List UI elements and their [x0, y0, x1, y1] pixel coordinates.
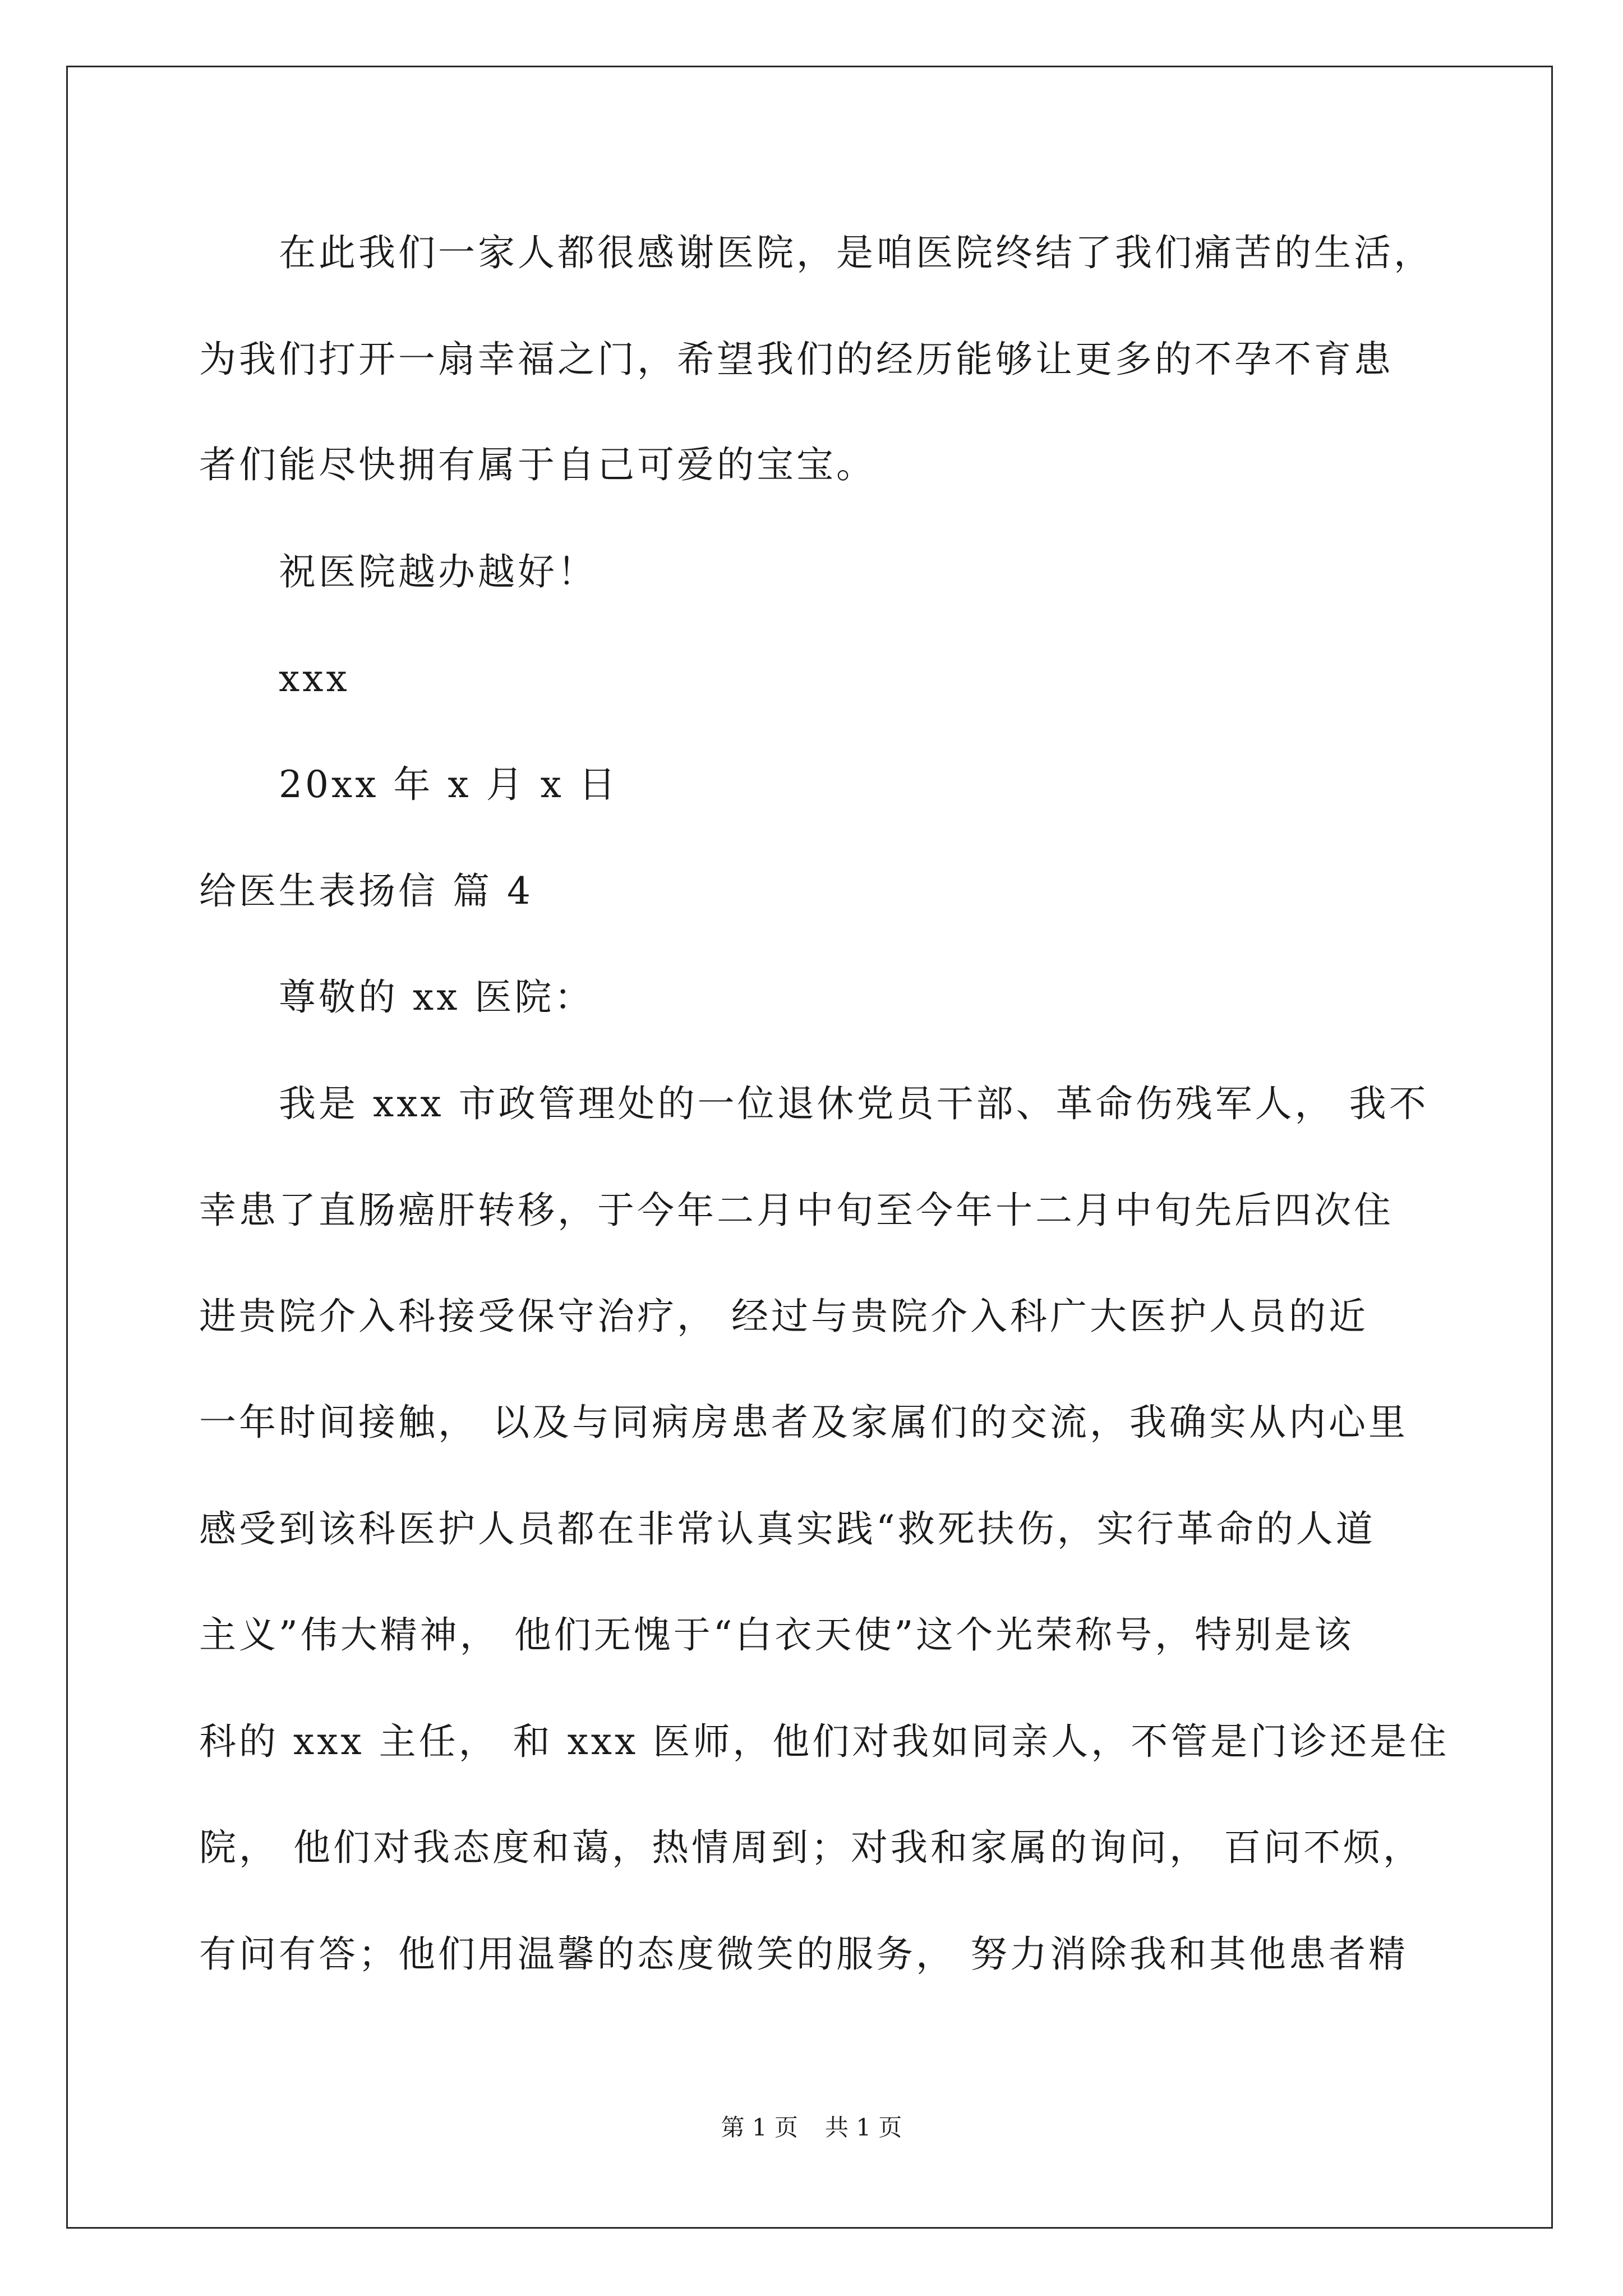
letter-line: 我是 xxx 市政管理处的一位退休党员干部、革命伤残军人， 我不	[279, 1082, 1429, 1125]
letter-line: 一年时间接触， 以及与同病房患者及家属们的交流，我确实从内心里	[199, 1401, 1408, 1444]
letter-line: 进贵院介入科接受保守治疗， 经过与贵院介入科广大医护人员的近	[199, 1295, 1368, 1338]
body-line: 在此我们一家人都很感谢医院，是咱医院终结了我们痛苦的生活，	[279, 231, 1433, 274]
salutation: 尊敬的 xx 医院：	[279, 976, 594, 1019]
letter-line: 感受到该科医护人员都在非常认真实践“救死扶伤，实行革命的人道	[199, 1507, 1376, 1550]
signature-name: xxx	[279, 657, 350, 700]
letter-line: 幸患了直肠癌肝转移，于今年二月中旬至今年十二月中旬先后四次住	[199, 1189, 1394, 1232]
page-total: 共 1 页	[825, 2114, 902, 2141]
page-border	[66, 66, 1553, 2229]
section-heading: 给医生表扬信 篇 4	[199, 869, 533, 913]
letter-line: 科的 xxx 主任， 和 xxx 医师，他们对我如同亲人，不管是门诊还是住	[199, 1720, 1450, 1763]
page-footer	[0, 2116, 1623, 2139]
letter-line: 院， 他们对我态度和蔼，热情周到；对我和家属的询问， 百问不烦，	[199, 1826, 1423, 1869]
signature-date: 20xx 年 x 月 x 日	[279, 763, 619, 806]
page-number: 第 1 页	[721, 2114, 798, 2141]
body-line: 为我们打开一扇幸福之门，希望我们的经历能够让更多的不孕不育患	[199, 338, 1394, 381]
body-line: 者们能尽快拥有属于自己可爱的宝宝。	[199, 443, 876, 486]
letter-line: 主义”伟大精神， 他们无愧于“白衣天使”这个光荣称号，特别是该	[199, 1613, 1354, 1657]
closing-wish: 祝医院越办越好！	[279, 550, 597, 593]
letter-line: 有问有答；他们用温馨的态度微笑的服务， 努力消除我和其他患者精	[199, 1932, 1408, 1976]
